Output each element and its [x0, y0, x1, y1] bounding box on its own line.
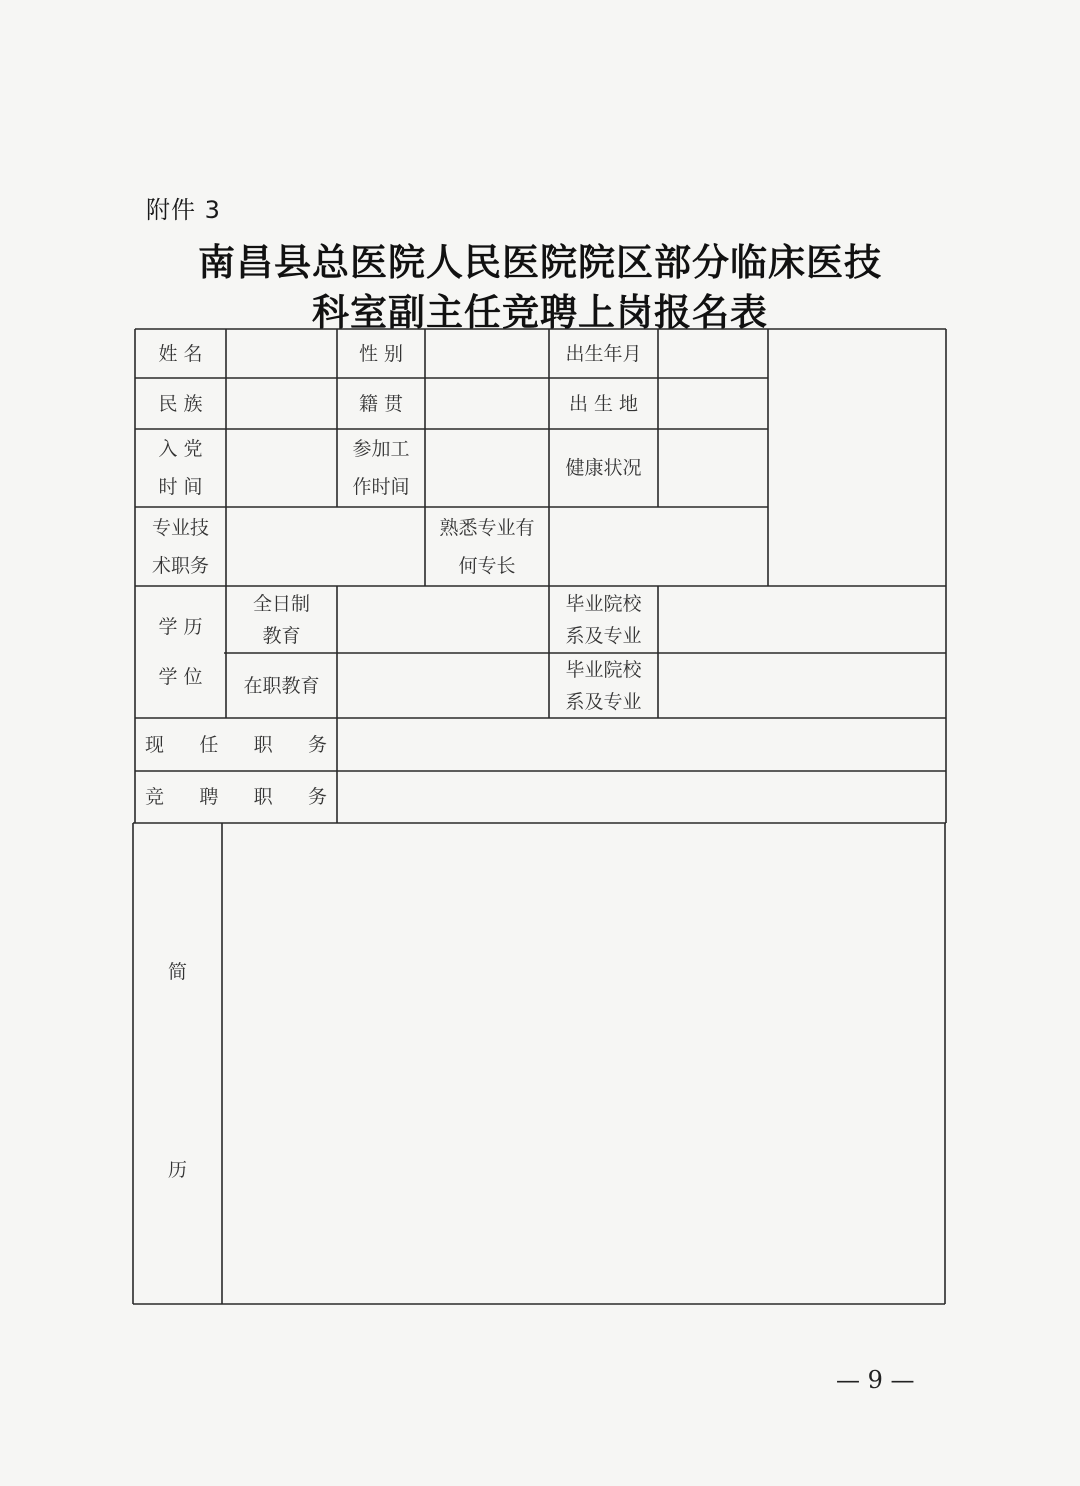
- field-ethnicity[interactable]: [226, 378, 337, 429]
- label-resume-char1: 简: [167, 961, 187, 983]
- label-current-post-char3: 职: [253, 733, 273, 756]
- field-native-place[interactable]: [425, 378, 549, 429]
- label-current-post: [135, 718, 337, 771]
- label-fulltime-school: [549, 586, 658, 653]
- label-inservice-education: 在职教育: [243, 674, 320, 697]
- page-number: — 9 —: [836, 1366, 915, 1394]
- field-name[interactable]: [226, 329, 337, 378]
- annex-label: 附件 3: [146, 196, 221, 224]
- label-ethnicity: 民 族: [158, 392, 203, 415]
- label-work-start-line1: 参加工: [352, 438, 410, 460]
- label-tech-title-line1: 专业技: [151, 516, 209, 539]
- label-gender: 性 别: [358, 342, 404, 365]
- field-current-post[interactable]: [337, 718, 946, 771]
- label-current-post-char2: 任: [199, 733, 219, 756]
- label-party-join-line2: 时 间: [158, 476, 203, 498]
- label-applied-post-char2: 聘: [199, 786, 219, 808]
- label-work-start-line2: 作时间: [352, 476, 410, 498]
- label-education: [135, 586, 226, 718]
- field-party-join[interactable]: [226, 429, 337, 507]
- label-fulltime-line2: 教育: [262, 624, 301, 647]
- label-work-start: [337, 429, 425, 507]
- label-birth-month: 出生年月: [565, 342, 642, 365]
- label-inservice-school-line2: 系及专业: [565, 690, 642, 713]
- label-birthplace: 出 生 地: [568, 392, 639, 415]
- photo-area[interactable]: [768, 329, 946, 586]
- label-specialty-line1: 熟悉专业有: [439, 516, 535, 539]
- field-birth-month[interactable]: [658, 329, 768, 378]
- field-health[interactable]: [658, 429, 768, 507]
- label-name: 姓 名: [158, 342, 203, 365]
- field-inservice-school[interactable]: [658, 653, 946, 718]
- label-resume-char2: 历: [167, 1159, 187, 1181]
- label-education-line2: 学 位: [158, 666, 203, 688]
- label-education-line1: 学 历: [158, 616, 203, 638]
- field-specialty[interactable]: [549, 507, 768, 586]
- field-tech-title[interactable]: [226, 507, 425, 586]
- field-resume[interactable]: [222, 823, 945, 1304]
- label-inservice-school-line1: 毕业院校: [565, 658, 642, 681]
- label-specialty-line2: 何专长: [458, 554, 516, 577]
- field-applied-post[interactable]: [337, 771, 946, 823]
- label-party-join: [135, 429, 226, 507]
- form-title-line2: 科室副主任竞聘上岗报名表: [312, 290, 768, 334]
- label-tech-title-line2: 术职务: [151, 554, 209, 577]
- label-current-post-char1: 现: [145, 733, 165, 756]
- label-tech-title: [135, 507, 226, 586]
- label-applied-post-char4: 务: [307, 786, 327, 808]
- label-fulltime-education: [226, 586, 337, 653]
- label-current-post-char4: 务: [307, 733, 327, 756]
- label-native-place: 籍 贯: [358, 392, 404, 415]
- form-title-line1: 南昌县总医院人民医院院区部分临床医技: [198, 240, 882, 284]
- field-inservice-education[interactable]: [337, 653, 549, 718]
- field-fulltime-education[interactable]: [337, 586, 549, 653]
- label-inservice-school: [549, 653, 658, 718]
- field-gender[interactable]: [425, 329, 549, 378]
- field-work-start[interactable]: [425, 429, 549, 507]
- label-fulltime-school-line2: 系及专业: [565, 624, 642, 647]
- label-party-join-line1: 入 党: [158, 438, 203, 460]
- field-fulltime-school[interactable]: [658, 586, 946, 653]
- label-applied-post-char3: 职: [253, 786, 273, 808]
- label-fulltime-line1: 全日制: [252, 592, 310, 615]
- label-specialty: [425, 507, 549, 586]
- label-applied-post: [135, 771, 337, 823]
- label-fulltime-school-line1: 毕业院校: [565, 592, 642, 615]
- label-applied-post-char1: 竞: [145, 786, 165, 808]
- field-birthplace[interactable]: [658, 378, 768, 429]
- label-health: 健康状况: [565, 457, 642, 479]
